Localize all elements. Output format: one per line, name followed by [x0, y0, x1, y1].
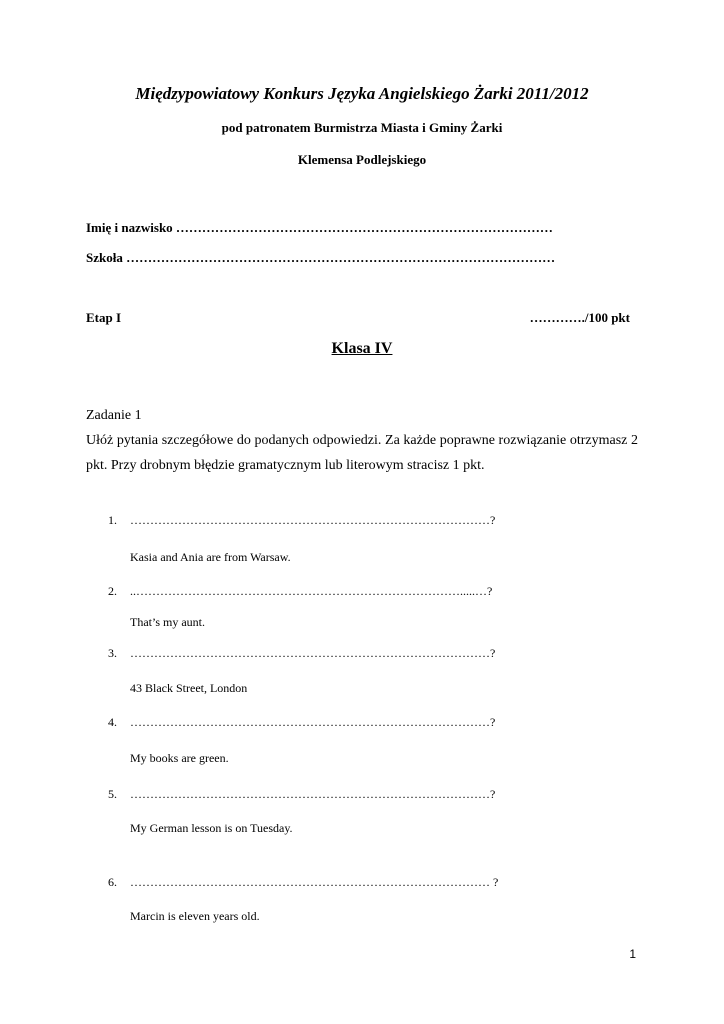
question-answer-line[interactable]: ………………………………………………………………………………?: [130, 646, 496, 660]
given-answer: 43 Black Street, London: [130, 681, 248, 695]
question-number: 2.: [108, 584, 117, 598]
question-answer-line[interactable]: ..……………………………………………………………………….....…?: [130, 584, 493, 598]
given-answer: That’s my aunt.: [130, 615, 205, 629]
patron-name: Klemensa Podlejskiego: [297, 152, 427, 167]
question-number: 3.: [108, 646, 117, 660]
given-answer: My German lesson is on Tuesday.: [130, 821, 293, 835]
name-field[interactable]: Imię i nazwisko ……………………………………………………………………………: [86, 220, 553, 235]
question-number: 5.: [108, 787, 117, 801]
task-instructions: Ułóż pytania szczegółowe do podanych odpowiedzi. Za każde poprawne rozwiązanie otrzymasz 2 pkt. Przy drobnym błędzie gramatycznym lub literowym stracisz 1 pkt.: [86, 433, 638, 473]
stage-label: Etap I: [86, 310, 122, 325]
question-answer-line[interactable]: ………………………………………………………………………………?: [130, 715, 496, 729]
patronage-line: pod patronatem Burmistrza Miasta i Gminy Żarki: [221, 120, 503, 135]
question-answer-line[interactable]: ………………………………………………………………………………?: [130, 787, 496, 801]
given-answer: Kasia and Ania are from Warsaw.: [130, 550, 291, 564]
given-answer: Marcin is eleven years old.: [130, 909, 260, 923]
given-answer: My books are green.: [130, 751, 229, 765]
question-number: 1.: [108, 513, 117, 527]
question-number: 6.: [108, 875, 117, 889]
page-number: 1: [629, 947, 636, 961]
contest-title: Międzypowiatowy Konkurs Języka Angielskiego Żarki 2011/2012: [135, 84, 589, 103]
question-answer-line[interactable]: ……………………………………………………………………………… ?: [130, 875, 499, 889]
question-answer-line[interactable]: ………………………………………………………………………………?: [130, 513, 496, 527]
class-title: Klasa IV: [331, 340, 393, 357]
task-title: Zadanie 1: [86, 408, 142, 423]
score-field[interactable]: …………./100 pkt: [529, 310, 630, 325]
school-field[interactable]: Szkoła ………………………………………………………………………………………: [86, 250, 556, 265]
question-number: 4.: [108, 715, 117, 729]
